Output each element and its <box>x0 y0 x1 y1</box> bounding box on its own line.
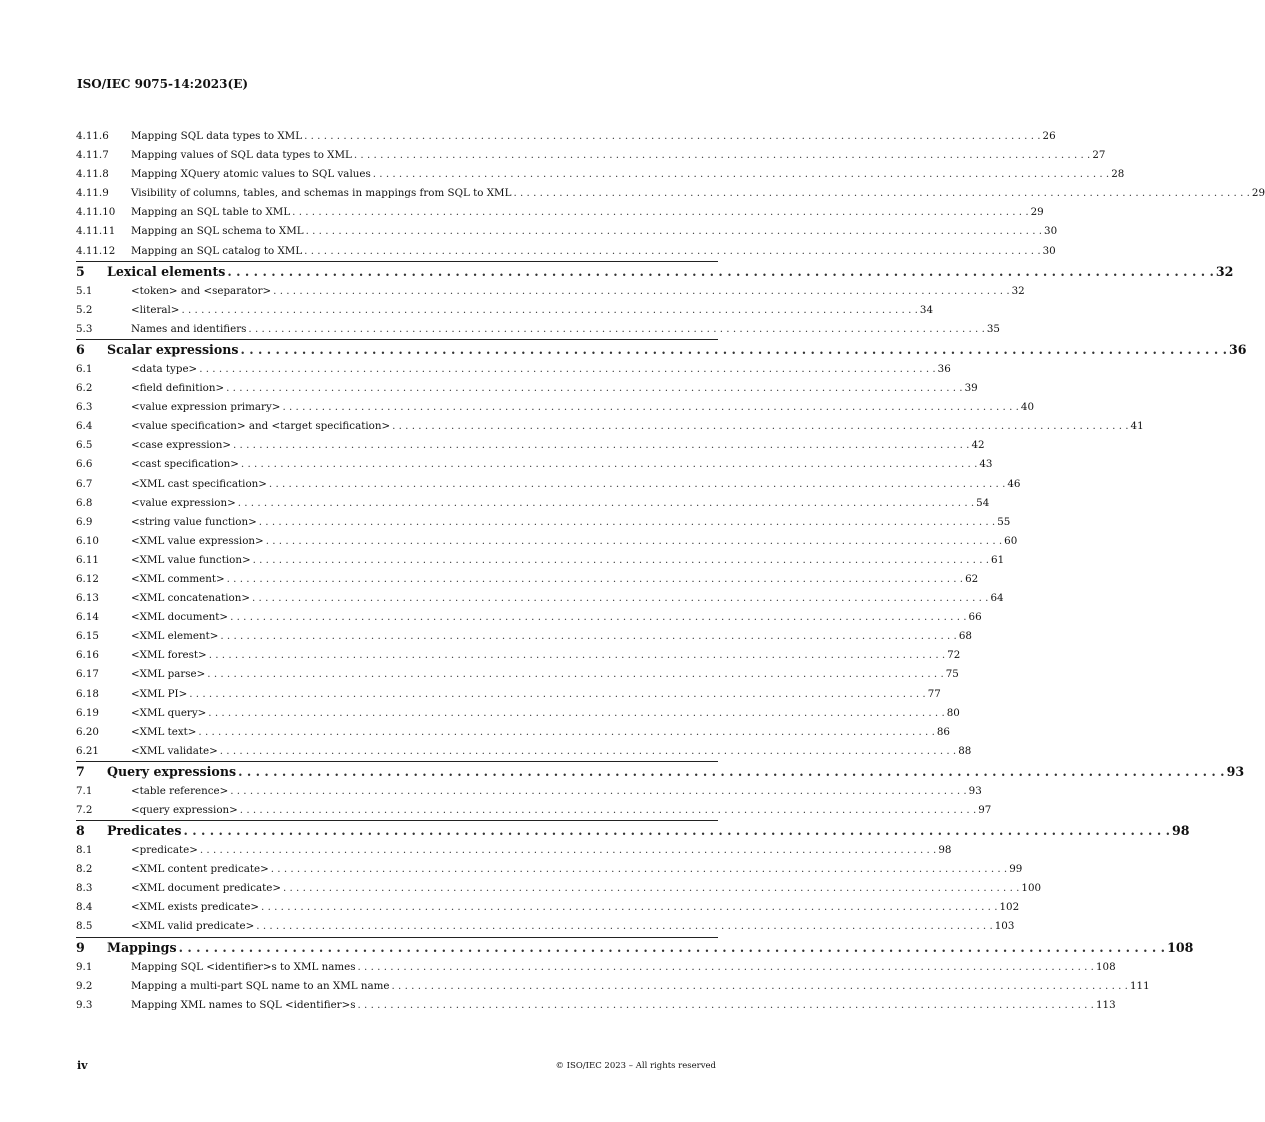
toc-entry[interactable] <box>76 782 982 801</box>
toc-entry-number: 6.7 <box>76 477 93 490</box>
toc-entry-page: 30 <box>1044 225 1058 238</box>
toc-entry-title: <value expression primary> <box>131 401 281 414</box>
toc-leader-dots <box>233 436 969 455</box>
toc-entry[interactable] <box>76 589 1004 608</box>
toc-leader-dots <box>227 570 963 589</box>
toc-entry[interactable] <box>76 723 950 742</box>
toc-entry-page: 61 <box>991 553 1005 566</box>
toc-leader-dots <box>269 475 1005 494</box>
toc-entry-number: 6.11 <box>76 553 99 566</box>
toc-entry-number: 4.11.8 <box>76 168 109 181</box>
toc-entry-number: 6 <box>76 341 85 357</box>
toc-entry-number: 8.3 <box>76 882 93 895</box>
toc-entry-title: <value expression> <box>131 496 236 509</box>
toc-entry-number: 4.11.7 <box>76 149 109 162</box>
toc-entry-number: 6.16 <box>76 649 99 662</box>
toc-leader-dots <box>198 723 934 742</box>
toc-entry-page: 75 <box>945 668 959 681</box>
toc-entry-title: <XML PI> <box>131 687 188 700</box>
toc-entry[interactable] <box>76 608 982 627</box>
toc-entry-page: 46 <box>1007 477 1021 490</box>
toc-entry-page: 113 <box>1095 998 1116 1011</box>
toc-entry-page: 93 <box>968 784 982 797</box>
toc-entry-title: <predicate> <box>131 844 198 857</box>
toc-entry-number: 6.8 <box>76 496 93 509</box>
toc-entry-number: 6.13 <box>76 592 99 605</box>
toc-leader-dots <box>209 646 945 665</box>
toc-entry-title: Mapping XQuery atomic values to SQL values <box>131 168 371 181</box>
toc-leader-dots <box>226 379 962 398</box>
toc-entry-page: 29 <box>1251 187 1265 200</box>
toc-entry-number: 6.17 <box>76 668 99 681</box>
toc-leader-dots <box>220 627 956 646</box>
toc-entry[interactable] <box>76 127 1056 146</box>
toc-entry-title: Mapping SQL data types to XML <box>131 130 303 142</box>
toc-entry-page: 99 <box>1009 863 1023 876</box>
toc-entry[interactable] <box>76 379 978 398</box>
toc-leader-dots <box>266 532 1002 551</box>
toc-entry-page: 30 <box>1042 244 1056 257</box>
toc-entry[interactable] <box>76 417 1144 436</box>
toc-entry-page: 54 <box>976 496 990 509</box>
toc-entry-title: Mapping values of SQL data types to XML <box>131 149 352 162</box>
toc-entry-page: 55 <box>997 515 1011 528</box>
toc-entry-page: 41 <box>1130 420 1144 433</box>
toc-entry-number: 6.10 <box>76 534 99 547</box>
toc-entry[interactable] <box>76 320 1000 339</box>
toc-entry-page: 36 <box>937 362 951 375</box>
toc-entry[interactable] <box>76 203 1044 222</box>
toc-entry[interactable] <box>76 282 1025 301</box>
toc-leader-dots <box>259 513 995 532</box>
toc-entry-title: Mapping XML names to SQL <identifier>s <box>131 998 356 1011</box>
toc-entry-title: <field definition> <box>131 382 225 395</box>
toc-entry-title: <value specification> and <target specification> <box>131 420 391 433</box>
toc-entry-page: 36 <box>1229 341 1247 357</box>
toc-entry-number: 6.18 <box>76 687 99 700</box>
toc-entry[interactable] <box>76 977 1150 996</box>
toc-entry-page: 72 <box>947 649 961 662</box>
toc-entry-title: <XML text> <box>131 725 197 738</box>
toc-leader-dots <box>189 685 925 704</box>
toc-entry-title: <query expression> <box>131 804 238 816</box>
toc-entry-title: Mapping a multi-part SQL name to an XML name <box>131 979 390 992</box>
document-header: ISO/IEC 9075-14:2023(E) <box>77 77 249 91</box>
toc-entry-page: 29 <box>1030 206 1044 219</box>
table-of-contents <box>76 127 1265 1015</box>
toc-chapter-entry[interactable] <box>76 820 1190 841</box>
toc-leader-dots <box>373 165 1109 184</box>
toc-entry-title: Names and identifiers <box>131 322 247 335</box>
toc-entry-number: 7.1 <box>76 784 93 797</box>
toc-entry-number: 4.11.10 <box>76 206 116 219</box>
toc-entry-number: 5.2 <box>76 303 93 316</box>
toc-entry-number: 7.2 <box>76 804 93 816</box>
toc-entry-number: 8.5 <box>76 920 93 933</box>
toc-leader-dots <box>248 320 984 339</box>
toc-entry[interactable] <box>76 704 960 723</box>
toc-entry-title: Query expressions <box>107 763 237 779</box>
toc-entry-title: Visibility of columns, tables, and schemas in mappings from SQL to XML <box>131 187 512 200</box>
toc-entry-number: 6.15 <box>76 630 99 643</box>
toc-leader-dots <box>200 841 936 860</box>
toc-entry-title: <XML validate> <box>131 744 218 757</box>
toc-entry-title: Predicates <box>107 823 182 839</box>
toc-entry-title: <XML value function> <box>131 553 251 566</box>
toc-entry-number: 6.5 <box>76 439 93 452</box>
toc-entry[interactable] <box>76 860 1023 879</box>
toc-entry-page: 68 <box>958 630 972 643</box>
toc-entry-page: 27 <box>1092 149 1106 162</box>
toc-leader-dots <box>358 958 1094 977</box>
toc-entry-title: <XML valid predicate> <box>131 920 255 933</box>
toc-entry-title: <cast specification> <box>131 458 239 471</box>
toc-entry-number: 6.4 <box>76 420 93 433</box>
toc-leader-dots <box>513 184 1249 203</box>
toc-entry[interactable] <box>76 742 972 761</box>
toc-entry-number: 5.3 <box>76 322 93 335</box>
toc-entry-title: <XML cast specification> <box>131 477 267 490</box>
toc-entry-title: <table reference> <box>131 784 229 797</box>
toc-entry-number: 6.21 <box>76 744 99 757</box>
toc-entry[interactable] <box>76 146 1106 165</box>
toc-entry-title: <XML query> <box>131 706 207 719</box>
toc-entry[interactable] <box>76 996 1116 1015</box>
toc-entry[interactable] <box>76 242 1056 261</box>
toc-chapter-entry[interactable] <box>76 761 1245 782</box>
toc-entry-page: 28 <box>1111 168 1125 181</box>
toc-leader-dots <box>392 977 1128 996</box>
toc-leader-dots <box>306 222 1042 241</box>
toc-entry-title: <XML concatenation> <box>131 592 251 605</box>
toc-entry-number: 7 <box>76 763 85 779</box>
toc-leader-dots <box>256 917 992 936</box>
toc-leader-dots <box>292 203 1028 222</box>
toc-leader-dots <box>220 742 956 761</box>
toc-entry-number: 6.20 <box>76 725 99 738</box>
toc-entry-number: 6.6 <box>76 458 93 471</box>
toc-leader-dots <box>304 127 1040 146</box>
toc-leader-dots <box>358 996 1094 1015</box>
toc-entry[interactable] <box>76 184 1265 203</box>
toc-entry-title: <XML document> <box>131 611 229 624</box>
toc-entry-number: 5.1 <box>76 284 93 297</box>
toc-entry[interactable] <box>76 475 1021 494</box>
toc-entry-page: 97 <box>978 804 992 816</box>
toc-leader-dots <box>199 360 935 379</box>
toc-entry-number: 8.4 <box>76 901 93 914</box>
toc-entry-number: 6.9 <box>76 515 93 528</box>
toc-entry-page: 42 <box>971 439 985 452</box>
toc-entry-number: 8.2 <box>76 863 93 876</box>
toc-entry[interactable] <box>76 360 951 379</box>
toc-entry-page: 111 <box>1129 979 1150 992</box>
toc-entry-title: <XML forest> <box>131 649 207 662</box>
toc-entry-page: 102 <box>999 901 1020 914</box>
toc-leader-dots <box>207 665 943 684</box>
toc-leader-dots <box>238 762 1225 782</box>
toc-entry-number: 6.12 <box>76 572 99 585</box>
toc-entry-title: <token> and <separator> <box>131 284 272 297</box>
toc-entry-page: 26 <box>1042 130 1056 142</box>
toc-entry-number: 5 <box>76 263 85 279</box>
toc-entry-number: 6.2 <box>76 382 93 395</box>
toc-leader-dots <box>354 146 1090 165</box>
toc-entry-title: <XML value expression> <box>131 534 264 547</box>
toc-leader-dots <box>238 494 974 513</box>
toc-entry-number: 9.3 <box>76 998 93 1011</box>
toc-entry-page: 43 <box>979 458 993 471</box>
toc-entry-number: 4.11.12 <box>76 244 116 257</box>
toc-entry-number: 9 <box>76 939 85 955</box>
toc-entry-page: 93 <box>1226 763 1245 779</box>
toc-entry-title: <literal> <box>131 303 180 316</box>
toc-entry[interactable] <box>76 494 990 513</box>
toc-entry[interactable] <box>76 898 1020 917</box>
toc-entry-number: 8.1 <box>76 844 93 857</box>
toc-entry-number: 6.19 <box>76 706 99 719</box>
toc-leader-dots <box>271 860 1007 879</box>
toc-chapter-entry[interactable] <box>76 261 1234 282</box>
toc-entry-number: 6.3 <box>76 401 93 414</box>
toc-entry-page: 98 <box>938 844 952 857</box>
toc-leader-dots <box>183 821 1170 841</box>
toc-leader-dots <box>181 301 917 320</box>
toc-entry-title: <string value function> <box>131 515 257 528</box>
toc-entry-title: <XML exists predicate> <box>131 901 260 914</box>
toc-leader-dots <box>261 898 997 917</box>
toc-leader-dots <box>208 704 944 723</box>
toc-entry[interactable] <box>76 455 993 474</box>
toc-leader-dots <box>241 455 977 474</box>
toc-entry[interactable] <box>76 917 1015 936</box>
toc-leader-dots <box>230 782 966 801</box>
toc-leader-dots <box>253 551 989 570</box>
toc-entry-page: 80 <box>946 706 960 719</box>
toc-entry[interactable] <box>76 879 1042 898</box>
copyright-notice: © ISO/IEC 2023 – All rights reserved <box>555 1061 716 1071</box>
toc-leader-dots <box>227 262 1214 282</box>
toc-entry[interactable] <box>76 301 933 320</box>
toc-entry[interactable] <box>76 398 1034 417</box>
toc-entry[interactable] <box>76 801 992 820</box>
toc-entry[interactable] <box>76 958 1116 977</box>
toc-entry-page: 32 <box>1011 284 1025 297</box>
toc-entry[interactable] <box>76 532 1018 551</box>
toc-entry-title: <XML document predicate> <box>131 882 281 895</box>
toc-entry-page: 64 <box>990 592 1004 605</box>
toc-entry-number: 4.11.9 <box>76 187 109 200</box>
toc-entry[interactable] <box>76 665 959 684</box>
toc-entry-number: 9.1 <box>76 960 93 973</box>
toc-entry[interactable] <box>76 165 1125 184</box>
toc-entry[interactable] <box>76 551 1005 570</box>
toc-entry-title: <XML parse> <box>131 668 206 681</box>
toc-entry-number: 8 <box>76 823 85 839</box>
toc-chapter-entry[interactable] <box>76 937 1194 958</box>
toc-entry-page: 100 <box>1021 882 1042 895</box>
toc-entry-page: 34 <box>919 303 933 316</box>
toc-entry-number: 4.11.11 <box>76 225 116 238</box>
toc-entry-page: 66 <box>968 611 982 624</box>
toc-leader-dots <box>252 589 988 608</box>
toc-entry-page: 108 <box>1167 939 1194 955</box>
toc-entry-page: 40 <box>1020 401 1034 414</box>
toc-leader-dots <box>273 282 1009 301</box>
toc-entry[interactable] <box>76 570 979 589</box>
toc-entry-title: Lexical elements <box>107 263 226 279</box>
toc-entry[interactable] <box>76 436 985 455</box>
toc-entry-page: 103 <box>994 920 1015 933</box>
toc-entry-title: Mappings <box>107 939 177 955</box>
toc-chapter-entry[interactable] <box>76 339 1247 360</box>
toc-entry-number: 6.1 <box>76 362 93 375</box>
page-number: iv <box>77 1059 88 1072</box>
toc-entry[interactable] <box>76 646 961 665</box>
toc-entry-page: 35 <box>986 322 1000 335</box>
toc-entry-title: <data type> <box>131 362 198 375</box>
toc-entry-title: Mapping an SQL schema to XML <box>131 225 304 238</box>
toc-entry-number: 6.14 <box>76 611 99 624</box>
toc-leader-dots <box>240 801 976 820</box>
toc-entry-title: <case expression> <box>131 439 232 452</box>
toc-entry[interactable] <box>76 685 941 704</box>
toc-entry-page: 98 <box>1171 823 1190 839</box>
toc-entry-title: <XML comment> <box>131 572 225 585</box>
toc-entry-number: 4.11.6 <box>76 130 109 142</box>
toc-leader-dots <box>392 417 1128 436</box>
toc-entry[interactable] <box>76 841 952 860</box>
toc-entry-title: Mapping an SQL table to XML <box>131 206 291 219</box>
toc-leader-dots <box>304 242 1040 261</box>
toc-leader-dots <box>240 340 1227 360</box>
toc-entry-page: 60 <box>1004 534 1018 547</box>
toc-leader-dots <box>230 608 966 627</box>
toc-leader-dots <box>179 938 1166 958</box>
toc-leader-dots <box>283 879 1019 898</box>
toc-entry[interactable] <box>76 513 1011 532</box>
toc-entry-title: Mapping SQL <identifier>s to XML names <box>131 960 356 973</box>
toc-entry[interactable] <box>76 222 1058 241</box>
toc-entry-title: Mapping an SQL catalog to XML <box>131 244 303 257</box>
toc-entry-page: 32 <box>1215 263 1234 279</box>
toc-entry-title: Scalar expressions <box>107 341 239 357</box>
toc-entry-title: <XML element> <box>131 630 219 643</box>
toc-entry[interactable] <box>76 627 972 646</box>
toc-leader-dots <box>282 398 1018 417</box>
toc-entry-page: 77 <box>927 687 941 700</box>
toc-entry-page: 62 <box>965 572 979 585</box>
toc-entry-page: 86 <box>936 725 950 738</box>
toc-entry-title: <XML content predicate> <box>131 863 269 876</box>
toc-entry-page: 39 <box>964 382 978 395</box>
toc-entry-number: 9.2 <box>76 979 93 992</box>
toc-entry-page: 88 <box>958 744 972 757</box>
toc-entry-page: 108 <box>1095 960 1116 973</box>
